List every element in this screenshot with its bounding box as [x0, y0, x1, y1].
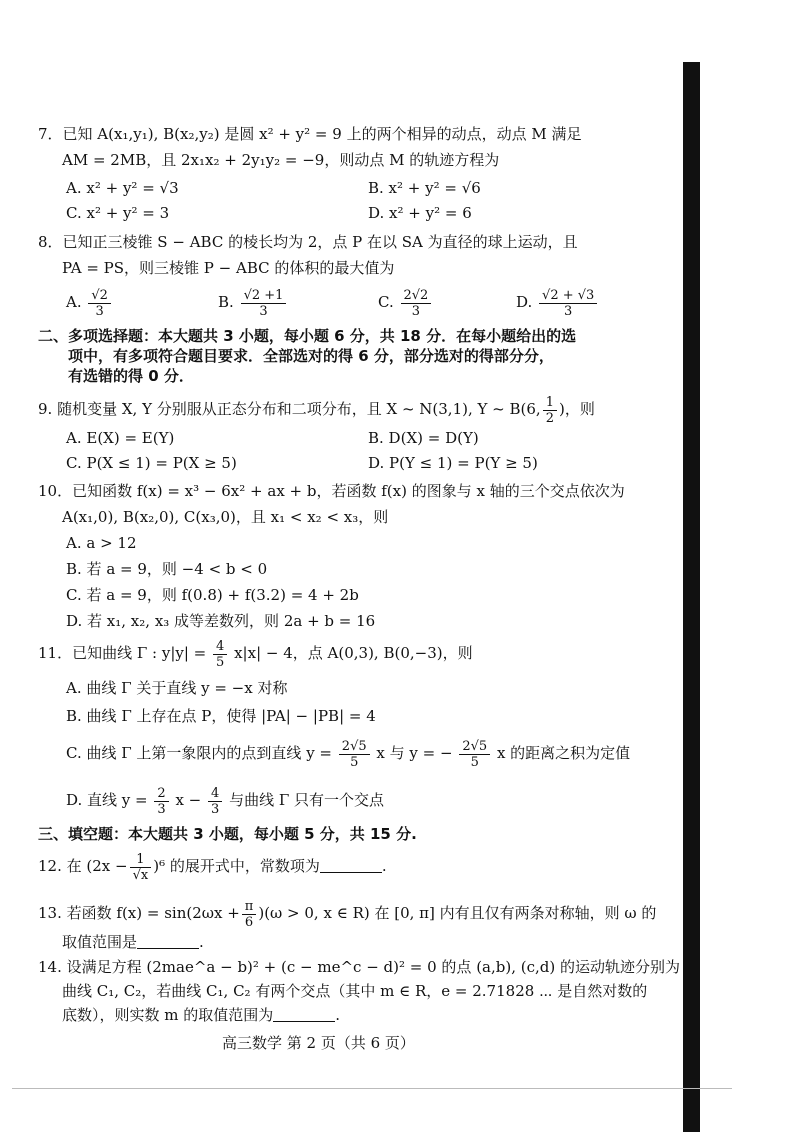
q11-option-d-c: 与曲线 Γ 只有一个交点 — [229, 791, 385, 809]
q8-option-d — [516, 285, 599, 319]
q13-line2 — [62, 932, 204, 952]
q11-option-b: B. 曲线 Γ 上存在点 P，使得 |PA| − |PB| = 4 — [66, 707, 376, 725]
q13-frac-den: 6 — [244, 914, 254, 930]
q11-option-c-den2: 5 — [470, 754, 479, 770]
q11-frac-num: 4 — [213, 639, 227, 655]
q10-line1: 10．已知函数 f(x) = x³ − 6x² + ax + b，若函数 f(x) 的图象与 x 轴的三个交点依次为 — [38, 482, 625, 500]
q8-line1: 8．已知正三棱锥 S − ABC 的棱长均为 2，点 P 在以 SA 为直径的球上运动，且 — [38, 233, 578, 251]
q9-stem — [38, 392, 595, 426]
section2-line1: 二、多项选择题：本大题共 3 小题，每小题 6 分，共 18 分．在每小题给出的选 — [38, 327, 577, 345]
q11-stem-b: x|x| − 4，点 A(0,3), B(0,−3)，则 — [234, 644, 473, 662]
section2-line3: 有选错的得 0 分． — [68, 367, 194, 385]
q8-line2: PA = PS，则三棱锥 P − ABC 的体积的最大值为 — [62, 259, 395, 277]
q7-option-d: D. x² + y² = 6 — [368, 204, 472, 222]
q12-frac-num: 1 — [130, 852, 152, 868]
q7-option-c: C. x² + y² = 3 — [66, 204, 170, 222]
q8-option-d-fraction — [539, 288, 597, 319]
q11-option-c-fraction1 — [339, 739, 370, 770]
q10-option-d: D. 若 x₁, x₂, x₃ 成等差数列，则 2a + b = 16 — [66, 612, 376, 630]
q8-option-b-num: √2 +1 — [241, 288, 287, 304]
q13-stem — [38, 896, 656, 930]
q11-option-c-num1: 2√5 — [339, 739, 370, 755]
q8-option-a-num: √2 — [88, 288, 111, 304]
q13-stem-a: 13. 若函数 f(x) = sin(2ωx + — [38, 904, 240, 922]
q8-option-c — [378, 285, 433, 319]
q11-option-d-a: D. 直线 y = — [66, 791, 148, 809]
q8-option-a-den: 3 — [95, 303, 104, 319]
q12-fraction — [130, 852, 152, 883]
q11-frac-den: 5 — [216, 654, 225, 670]
q9-option-b: B. D(X) = D(Y) — [368, 429, 479, 447]
q11-option-d-b: x − — [175, 791, 202, 809]
q8-option-d-label: D. — [516, 293, 533, 311]
q12-stem-a: 12. 在 (2x − — [38, 857, 128, 875]
q11-option-d-fraction1 — [154, 786, 168, 817]
q8-option-b-fraction — [241, 288, 287, 319]
q13-line2-text: 取值范围是 — [62, 933, 138, 951]
q8-option-b-label: B. — [218, 293, 234, 311]
q13-frac-num: π — [242, 899, 257, 915]
q11-stem — [38, 636, 473, 670]
q8-option-a-label: A. — [66, 293, 82, 311]
q11-option-d-den2: 3 — [211, 801, 220, 817]
q14-answer-blank[interactable] — [273, 1007, 335, 1022]
q8-option-d-den: 3 — [564, 303, 573, 319]
q14-line2: 曲线 C₁, C₂，若曲线 C₁, C₂ 有两个交点（其中 m ∈ R，e = 2.71828 ⋯ 是自然对数的 — [62, 982, 648, 1000]
q9-stem-b: )，则 — [558, 400, 595, 418]
q10-option-c: C. 若 a = 9，则 f(0.8) + f(3.2) = 4 + 2b — [66, 586, 359, 604]
q7-line1: 7．已知 A(x₁,y₁), B(x₂,y₂) 是圆 x² + y² = 9 上的两个相异的动点，动点 M 满足 — [38, 125, 582, 143]
q11-option-c — [66, 736, 630, 770]
q9-fraction — [543, 395, 557, 426]
q11-option-d-den1: 3 — [157, 801, 166, 817]
q11-option-c-a: C. 曲线 Γ 上第一象限内的点到直线 y = — [66, 744, 333, 762]
q11-fraction — [213, 639, 227, 670]
q11-option-a: A. 曲线 Γ 关于直线 y = −x 对称 — [66, 679, 288, 697]
q9-option-c: C. P(X ≤ 1) = P(X ≥ 5) — [66, 454, 237, 472]
q8-option-c-den: 3 — [411, 303, 421, 319]
q11-stem-a: 11．已知曲线 Γ : y|y| = — [38, 644, 207, 662]
section2-line2: 项中，有多项符合题目要求．全部选对的得 6 分，部分选对的得部分分， — [68, 347, 554, 365]
q13-fraction — [242, 899, 257, 930]
q10-option-a: A. a > 12 — [66, 534, 137, 552]
q9-frac-den: 2 — [545, 410, 554, 426]
q11-option-c-fraction2 — [459, 739, 490, 770]
q8-option-a — [66, 285, 113, 319]
q7-option-b: B. x² + y² = √6 — [368, 179, 481, 197]
q7-option-a: A. x² + y² = √3 — [66, 179, 179, 197]
q12-stem — [38, 849, 387, 883]
q14-line1: 14. 设满足方程 (2mae^a − b)² + (c − me^c − d)² = 0 的点 (a,b), (c,d) 的运动轨迹分别为 — [38, 958, 680, 976]
q12-stem-end: . — [381, 857, 387, 875]
q14-line3 — [62, 1005, 340, 1025]
q8-option-d-num: √2 + √3 — [539, 288, 597, 304]
q8-option-c-label: C. — [378, 293, 394, 311]
q9-frac-num: 1 — [543, 395, 557, 411]
page-footer: 高三数学 第 2 页（共 6 页） — [222, 1034, 415, 1052]
q10-option-b: B. 若 a = 9，则 −4 < b < 0 — [66, 560, 268, 578]
q13-line2-end: . — [199, 933, 204, 951]
q11-option-d — [66, 783, 384, 817]
scan-bottom-rule — [12, 1088, 732, 1089]
scan-edge-bar — [683, 62, 700, 1132]
q11-option-d-num2: 4 — [208, 786, 222, 802]
q11-option-c-num2: 2√5 — [459, 739, 490, 755]
q12-frac-den: √x — [132, 867, 149, 883]
q7-line2: AM = 2MB，且 2x₁x₂ + 2y₁y₂ = −9，则动点 M 的轨迹方程为 — [62, 151, 500, 169]
q11-option-c-den1: 5 — [350, 754, 359, 770]
q8-option-c-fraction — [401, 288, 432, 319]
q9-option-a: A. E(X) = E(Y) — [66, 429, 175, 447]
q10-line2: A(x₁,0), B(x₂,0), C(x₃,0)，且 x₁ < x₂ < x₃，则 — [62, 508, 389, 526]
q9-option-d: D. P(Y ≤ 1) = P(Y ≥ 5) — [368, 454, 538, 472]
q9-stem-a: 9. 随机变量 X, Y 分别服从正态分布和二项分布，且 X ~ N(3,1), Y ~ B(6, — [38, 400, 541, 418]
q11-option-c-b: x 与 y = − — [376, 744, 453, 762]
q14-line3-end: . — [335, 1006, 341, 1024]
q12-answer-blank[interactable] — [320, 858, 382, 873]
q11-option-d-num1: 2 — [154, 786, 168, 802]
q8-option-b-den: 3 — [259, 303, 268, 319]
q13-answer-blank[interactable] — [137, 934, 199, 949]
section3-title: 三、填空题：本大题共 3 小题，每小题 5 分，共 15 分. — [38, 825, 417, 843]
q11-option-c-c: x 的距离之积为定值 — [496, 744, 631, 762]
q12-stem-b: )⁶ 的展开式中，常数项为 — [153, 857, 320, 875]
q11-option-d-fraction2 — [208, 786, 222, 817]
q13-stem-b: )(ω > 0, x ∈ R) 在 [0, π] 内有且仅有两条对称轴，则 ω 的 — [258, 904, 657, 922]
q8-option-a-fraction — [88, 288, 111, 319]
q14-line3-text: 底数），则实数 m 的取值范围为 — [62, 1006, 274, 1024]
q8-option-c-num: 2√2 — [401, 288, 432, 304]
q8-option-b — [218, 285, 288, 319]
